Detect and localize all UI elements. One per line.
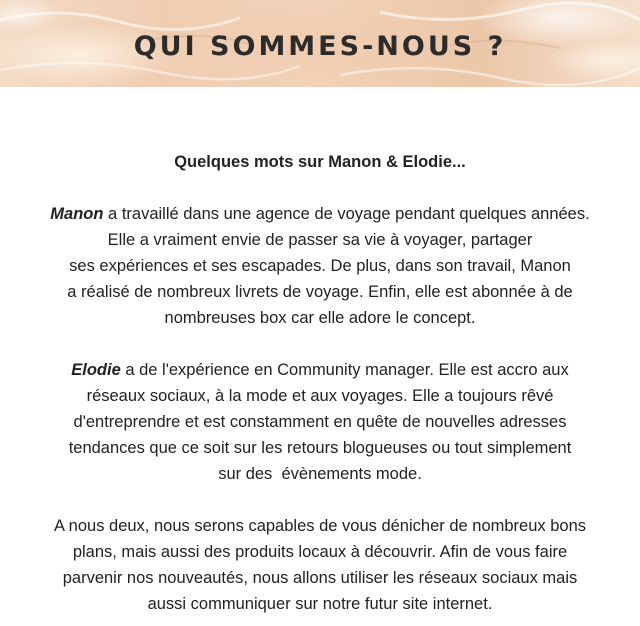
elodie-line-4: tendances que ce soit sur les retours blogueuses ou tout simplement <box>68 439 572 457</box>
together-paragraph <box>20 513 620 617</box>
manon-line-3: ses expériences et ses escapades. De plus, dans son travail, Manon <box>69 257 571 275</box>
elodie-paragraph <box>20 357 620 487</box>
manon-line-5: nombreuses box car elle adore le concept. <box>164 309 476 327</box>
header-banner <box>0 0 640 87</box>
elodie-line-5: sur des évènements mode. <box>218 465 422 483</box>
manon-line-1 <box>20 201 620 227</box>
about-content <box>20 149 620 626</box>
elodie-name: Elodie <box>71 361 121 379</box>
together-line-2: plans, mais aussi des produits locaux à découvrir. Afin de vous faire <box>72 543 568 561</box>
elodie-line-2: réseaux sociaux, à la mode et aux voyages. Elle a toujours rêvé <box>86 387 554 405</box>
together-line-1: A nous deux, nous serons capables de vous dénicher de nombreux bons <box>53 517 587 535</box>
together-line-4: aussi communiquer sur notre futur site internet. <box>147 595 493 613</box>
page-title: QUI SOMMES-NOUS ? <box>133 31 507 62</box>
manon-name: Manon <box>50 205 104 223</box>
elodie-line-1 <box>20 357 620 383</box>
intro-heading: Quelques mots sur Manon & Elodie... <box>174 153 466 171</box>
manon-line-4: a réalisé de nombreux livrets de voyage. Enfin, elle est abonnée à de <box>67 283 573 301</box>
manon-paragraph <box>20 201 620 331</box>
manon-line-2: Elle a vraiment envie de passer sa vie à voyager, partager <box>107 231 533 249</box>
elodie-line-1-text: a de l'expérience en Community manager. Elle est accro aux <box>120 361 569 379</box>
together-line-3: parvenir nos nouveautés, nous allons utiliser les réseaux sociaux mais <box>62 569 578 587</box>
elodie-line-3: d'entreprendre et est constamment en quête de nouvelles adresses <box>73 413 567 431</box>
manon-line-1-text: a travaillé dans une agence de voyage pendant quelques années. <box>103 205 590 223</box>
